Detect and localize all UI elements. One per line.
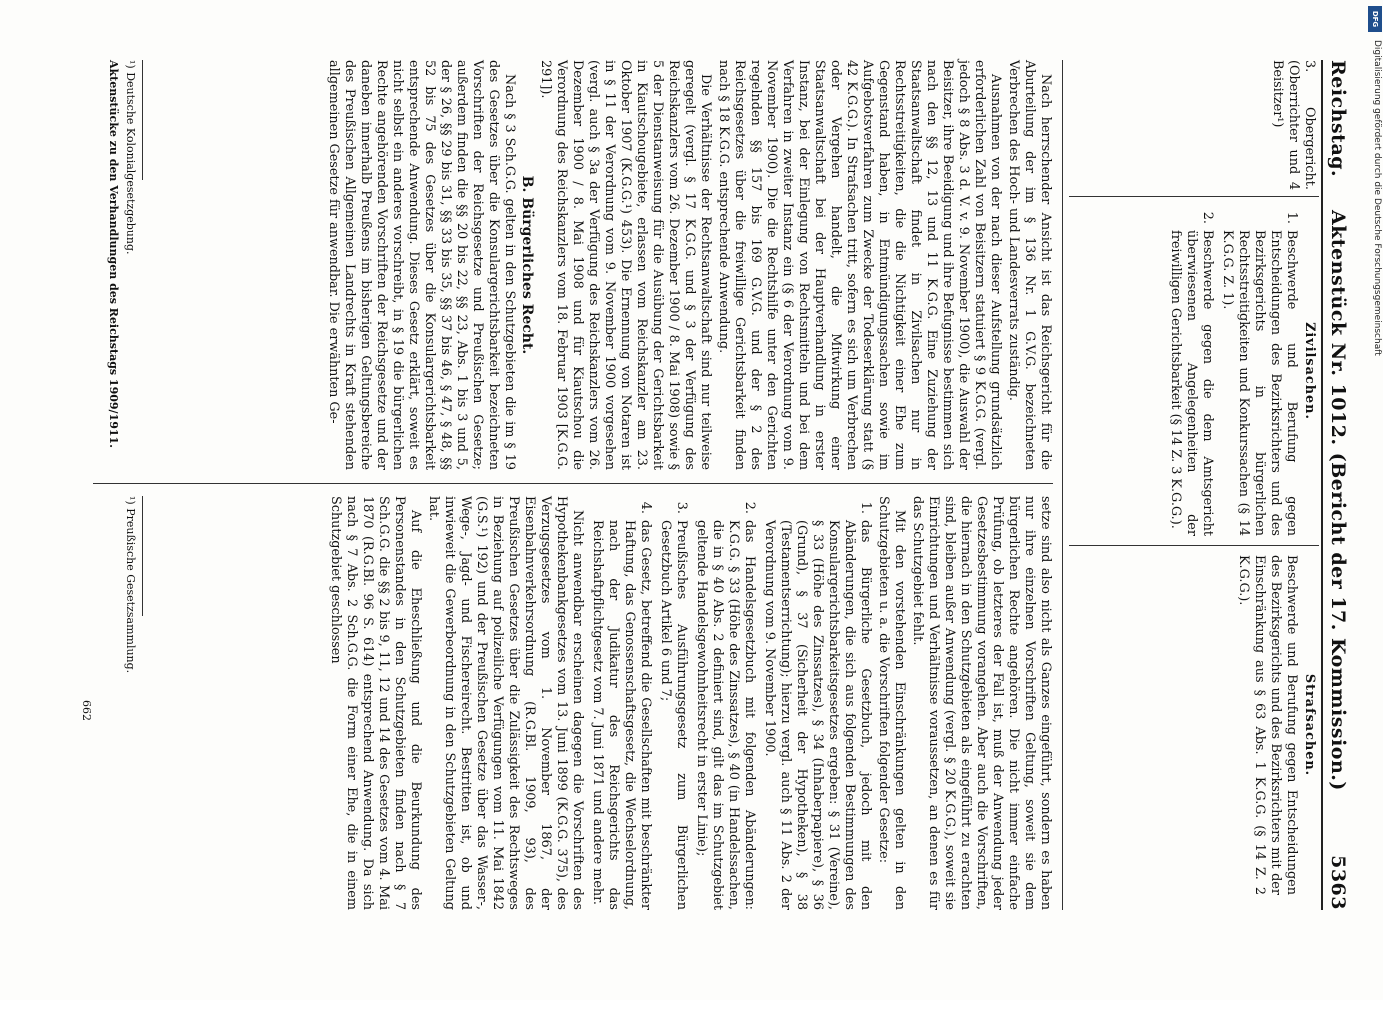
civil-item (1219, 206, 1299, 536)
footnote-text: ¹) Preußische Gesetzsammlung. (124, 496, 137, 674)
criminal-heading: Strafsachen. (1302, 673, 1317, 777)
footnote-rule (142, 60, 143, 180)
section-title: B. Bürgerliches Recht. (519, 175, 535, 355)
paragraph: Nach herrschender Ansicht ist das Reichsgericht für die Aburteilung der im § 136 Nr. 1 G.V.G. bezeichneten Verbrechen des Hoch- und Landesverrats zuständig. (1006, 60, 1053, 470)
paragraph: Nicht anwendbar erscheinen dagegen die Vorschriften des Hypothekenbankgesetzes vom 13. Juni 1899 (K.G.G. 375), des Verzugsgesetzes vom 1. November 1867, der Eisenbahnverkehrsordnung (R.G.Bl. 1909, 93), des Preußischen Gesetzes über die Zulässigkeit des Rechtsweges in Beziehung auf polizeiliche Verfügungen vom 11. Mai 1842 (G.S.¹) 192) und der Preußischen Gesetze über das Wasser-, Wege-, Jagd- und Fischereirecht. Bestritten ist, ob und inwieweit die Gewerbeordnung in den Schutzgebieten Geltung hat. (426, 496, 585, 910)
item-number: 3. (674, 501, 689, 514)
sidebar-credit (1370, 40, 1382, 1020)
footnote-text: ¹) Deutsche Kolonialgesetzgebung. (124, 60, 137, 255)
list-item (589, 496, 653, 910)
item-number: 4. (638, 501, 653, 514)
page-header (1321, 60, 1363, 910)
header-left: Reichstag. (1327, 60, 1349, 178)
court-label-text: 3. Obergericht. (Oberrichter und 4 Beisitzer¹) (1270, 60, 1317, 190)
item-number: 2. (742, 501, 757, 514)
item-text: das Bürgerliche Gesetzbuch, jedoch mit den Abänderungen, die sich aus folgenden Bestimmungen des Konsulargerichtsbarkeitsgesetzes ergeben: § 31 (Vereine), § 33 (Höhe des Zinssatzes), § 34 (Inhaberpapiere), § 36 (Grund), § 37 (Sicherheit der Hypotheken), § 38 (Testamentserrichtung); hierzu vergl. auch § 11 Abs. 2 der Verordnung vom 9. November 1900. (762, 520, 873, 910)
table-divider (1069, 545, 1319, 546)
left-footnote (107, 60, 137, 470)
paragraph: Nach § 3 Sch.G.G. gelten in den Schutzgebieten die im § 19 des Gesetzes über die Konsulargerichtsbarkeit bezeichneten Vorschriften der Reichsgesetze und Preußischen Gesetze; außerdem finden die §§ 20 bis 22, §§ 23, Abs. 1 bis 3 und 5, der § 26, §§ 29 bis 31, §§ 33 bis 35, §§ 37 bis 46, § 47, § 48, §§ 52 bis 75 des Gesetzes über die Konsulargerichtsbarkeit entsprechende Anwendung. Dieses Gesetz erklärt, soweit es nicht selbst ein anderes vorschreibt, in § 19 die bürgerlichen Rechte angehörenden Vorschriften der Reichsgesetze und der daneben innerhalb Preußens im bisherigen Geltungsbereiche des Preußischen Allgemeinen Landrechts in Kraft stehenden allgemeinen Gesetze für anwendbar. Die erwähnten Ge- (326, 60, 517, 470)
item-number: 2. (1200, 211, 1215, 224)
item-text: das Handelsgesetzbuch mit folgenden Abänderungen: K.G.G. § 33 (Höhe des Zinssatzes), § 40 (in Handelssachen, die in § 40 Abs. 2 definiert sind, gilt das im Schutzgebiet geltende Handelsgewohnheitsrecht in erster Linie); (694, 520, 757, 910)
paragraph: Die Verhältnisse der Rechtsanwaltschaft sind nur teilweise geregelt (vergl. § 17 K.G.G. und § 3 der Verfügung des Reichskanzlers vom 26. Dezember 1900 / 8. Mai 1908) sowie § 5 der Dienstanweisung für die Ausübung der Gerichtsbarkeit in Kiautschougebiete, erlassen vom Reichskanzler am 23. Oktober 1907 (K.G.G.¹) 453). Die Ernennung von Notaren ist in § 11 der Verordnung vom 9. November 1900 vorgesehen (vergl. auch § 3a der Verfügung des Reichskanzlers vom 26. Dezember 1900 / 8. Mai 1908 und für Kiautschou die Verordnung des Reichskanzlers vom 18. Februar 1903 [K.G.G. 291]). (538, 60, 713, 470)
civil-item (1167, 206, 1215, 536)
civil-heading: Zivilsachen. (1302, 322, 1317, 420)
criminal-text: Beschwerde und Berufung gegen Entscheidungen des Bezirksgerichts und des Bezirksrichters mit der Einschränkung aus § 63 Abs. 1 K.G.G. (§ 14 Z. 2 K.G.G.). (1236, 555, 1299, 895)
item-text: das Gesetz, betreffend die Gesellschaften mit beschränkter Haftung, das Genossenschaftsgesetz, die Wechselordnung, nach der Judikatur des Reichsgerichts das Reichshaftpflichtgesetz vom 7. Juni 1871 und andere mehr. (590, 520, 653, 910)
paragraph: Ausnahmen von der nach dieser Aufstellung grundsätzlich erforderlichen Zahl von Beisitzern statuiert § 9 K.G.G. (vergl. jedoch § 8 Abs. 3 d. V. v. 9. November 1900), die Auswahl der Beisitzer, ihre Beeidigung und ihre Befugnisse bestimmen sich nach den §§ 12, 13 und 11 K.G.G. Eine Zuziehung der Staatsanwaltschaft findet in Zivilsachen nur in Rechtsstreitigkeiten, die die Nichtigkeit einer Ehe zum Gegenstand haben, in Entmündigungssachen sowie im Aufgebotsverfahren zum Zwecke der Todeserklärung statt (§ 42 K.G.G.). In Strafsachen tritt, sofern es sich um Verbrechen oder Vergehen handelt, die Mitwirkung einer Staatsanwaltschaft bei der Hauptverhandlung in erster Instanz, bei der Einlegung von Rechtsmitteln und bei dem Verfahren in zweiter Instanz ein (§ 6 der Verordnung vom 9. November 1900). Die die Rechtshilfe unter den Gerichten regelnden §§ 157 bis 169 G.V.G. und der § 2 des Reichsgesetzes über die freiwillige Gerichtsbarkeit finden nach § 18 K.G.G. entsprechende Anwendung. (716, 60, 1003, 470)
right-footnote (124, 496, 137, 910)
paragraph: Mit den vorstehenden Einschränkungen gelten in den Schutzgebieten u. a. die Vorschriften folgender Gesetze: (876, 496, 907, 910)
list-item (761, 496, 873, 910)
list-item (657, 496, 689, 910)
item-number: 1. (1284, 211, 1299, 224)
item-number: 1. (858, 501, 873, 514)
table-divider (1069, 196, 1319, 197)
footnote-rule (142, 496, 143, 616)
bottom-line: Aktenstücke zu den Verhandlungen des Reichstags 1909/1911. (107, 60, 120, 448)
item-text: Beschwerde und Berufung gegen Entscheidungen des Bezirksrichters und des Bezirksgerichts in bürgerlichen Rechtsstreitigkeiten und Konkurssachen (§ 14 K.G.G. Z. 1). (1220, 230, 1299, 536)
court-label (1267, 60, 1317, 190)
header-title: Aktenstück Nr. 1012. (Bericht der 17. Kommission.) (1327, 210, 1349, 791)
left-column (323, 60, 1053, 470)
page-number: 5363 (1327, 855, 1349, 910)
credit-text: Digitalisierung gefördert durch die Deutsche Forschungsgemeinschaft (1372, 40, 1382, 356)
dfg-logo: DFG (1368, 6, 1382, 32)
paragraph: setze sind also nicht als Ganzes eingeführt, sondern es haben nur ihre einzelnen Vorschriften Geltung, soweit sie dem bürgerlichen Rechte angehören. Die nicht immer einfache Prüfung, ob letzteres der Fall ist, muß der Anwendung jeder Gesetzesbestimmung vorangehen. Aber auch die Vorschriften, die hiernach in den Schutzgebieten als eingeführt zu erachten sind, bleiben außer Anwendung (vergl. § 20 K.G.G.), soweit sie Einrichtungen und Verhältnisse voraussetzen, an denen es für das Schutzgebiet fehlt. (910, 496, 1053, 910)
criminal-cell (1233, 555, 1317, 895)
list-item (693, 496, 757, 910)
right-column (325, 496, 1053, 910)
item-text: Preußisches Ausführungsgesetz zum Bürgerlichen Gesetzbuch Artikel 6 und 7; (658, 520, 689, 910)
civil-cell (1163, 206, 1317, 536)
column-divider (93, 483, 1053, 484)
item-text: Beschwerde gegen die dem Amtsgericht überwiesenen Angelegenheiten der freiwilligen Gerichtsbarkeit (§ 14 Z. 3 K.G.G.). (1168, 230, 1215, 536)
paragraph: Auf die Eheschließung und die Beurkundung des Personenstandes in den Schutzgebieten finden nach § 7 Sch.G.G. die §§ 2 bis 9, 11, 12 und 14 des Gesetzes vom 4. Mai 1870 (R.G.Bl. 96 S. 614) entsprechend Anwendung. Da sich nach § 7 Abs. 2 Sch.G.G. die Form einer Ehe, die in einem Schutzgebiet geschlossen (328, 496, 423, 910)
table-bottom-rule (1062, 60, 1063, 910)
small-page-number: 662 (80, 700, 93, 721)
